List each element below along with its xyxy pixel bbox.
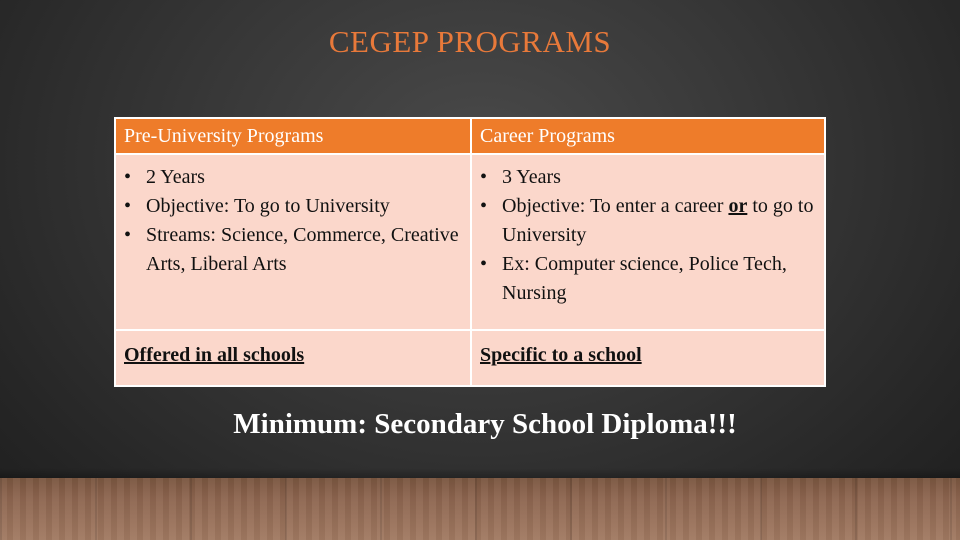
bullet-text: Streams: Science, Commerce, Creative Arts, Liberal Arts — [146, 224, 459, 275]
bullet-icon: • — [480, 166, 488, 188]
pre-university-footer: Offered in all schools — [124, 344, 305, 366]
bullet-icon: • — [480, 195, 488, 217]
list-item — [124, 192, 462, 221]
programs-table — [114, 117, 826, 387]
bullet-text: Objective: To enter a career — [502, 195, 729, 217]
wood-floor — [0, 478, 960, 540]
pre-university-details — [115, 154, 471, 330]
slide-title: CEGEP PROGRAMS — [328, 24, 612, 59]
bullet-text: 2 Years — [146, 166, 205, 188]
bullet-icon: • — [480, 253, 488, 275]
bullet-text-cont: to go to University — [502, 195, 814, 246]
header-pre-university: Pre-University Programs — [115, 118, 471, 154]
header-career: Career Programs — [471, 118, 825, 154]
table-row-details — [115, 154, 825, 330]
pre-university-footer-cell — [115, 330, 471, 386]
bullet-icon: • — [124, 195, 132, 217]
career-footer: Specific to a school — [480, 344, 642, 366]
minimum-requirement: Minimum: Secondary School Diploma!!! — [233, 408, 737, 440]
list-item — [480, 192, 816, 250]
career-footer-cell — [471, 330, 825, 386]
table-row-footer — [115, 330, 825, 386]
pre-university-bullets — [124, 163, 462, 279]
list-item — [480, 250, 816, 308]
career-bullets — [480, 163, 816, 308]
table-header-row — [115, 118, 825, 154]
list-item — [480, 163, 816, 192]
emphasis-or: or — [728, 195, 748, 217]
list-item — [124, 221, 462, 279]
list-item — [124, 163, 462, 192]
bullet-icon: • — [124, 166, 132, 188]
bullet-text: Ex: Computer science, Police Tech, Nursing — [502, 253, 787, 304]
bullet-text: 3 Years — [502, 166, 561, 188]
bullet-text: Objective: To go to University — [146, 195, 390, 217]
career-details — [471, 154, 825, 330]
bullet-icon: • — [124, 224, 132, 246]
